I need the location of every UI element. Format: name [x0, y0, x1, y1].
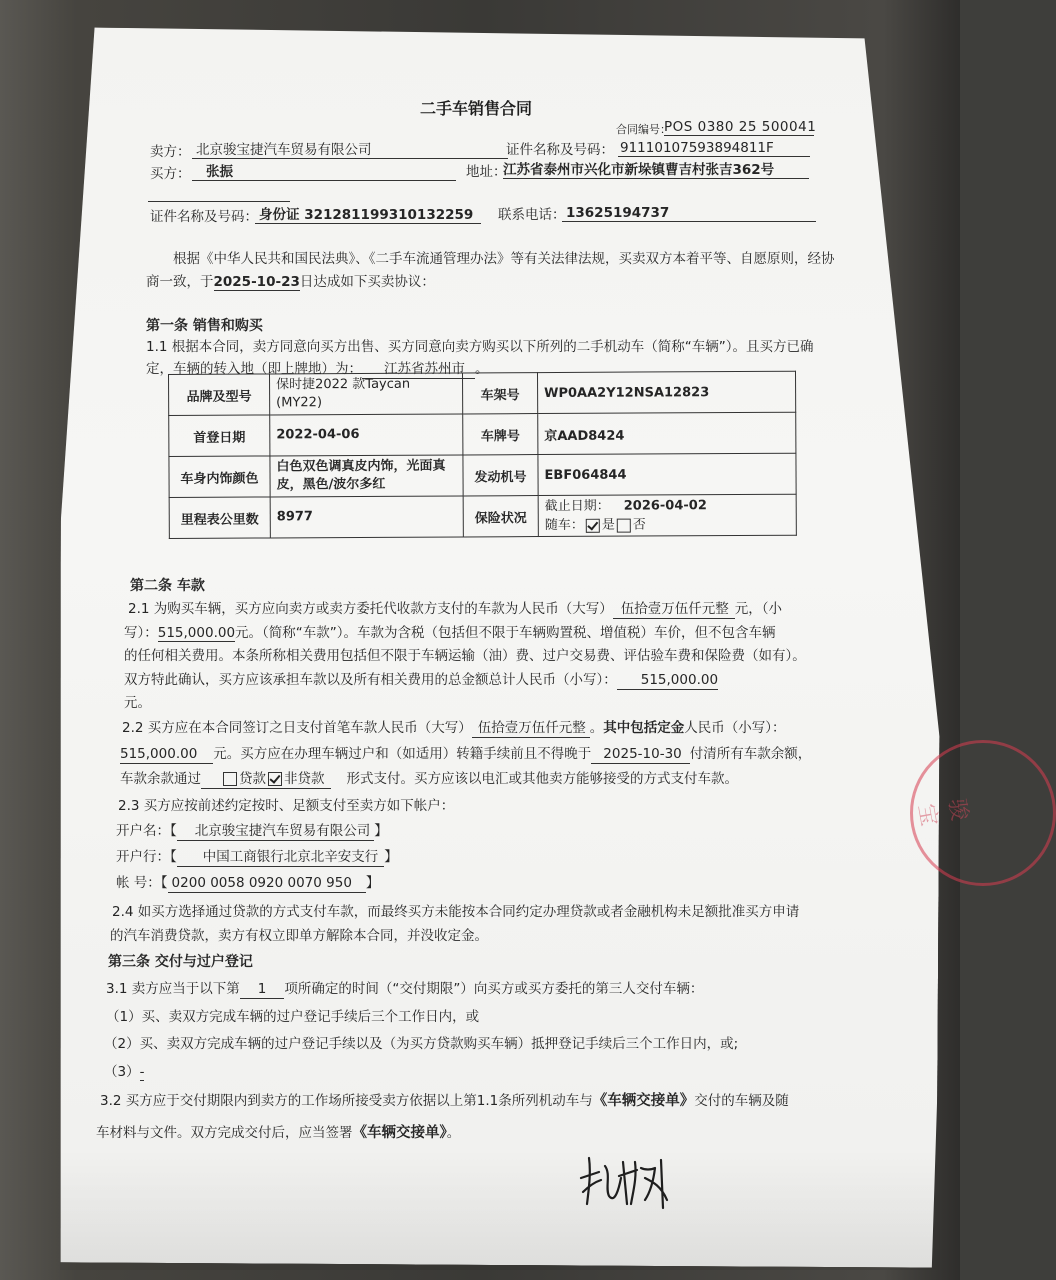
delivery-option-number: 1 [240, 980, 285, 999]
registration-date-label: 首登日期 [169, 415, 270, 457]
color-value: 白色双色调真皮内饰，光面真 皮，黑色/波尔多红 [270, 455, 463, 497]
article-2-3: 2.3 买方应按前述约定按时、足额支付至卖方如下帐户： [118, 798, 455, 814]
buyer-id: 身份证 321281199310132259 [255, 206, 481, 224]
option-3-value: - [139, 1064, 145, 1080]
article-2-2-line-3: 车款余款通过 贷款 非贷款 形式支付。买方应该以电汇或其他卖方能够接受的方式支付车款。 [120, 771, 738, 787]
article-1-1-line-1: 1.1 根据本合同，卖方同意向买方出售、买方同意向卖方购买以下所列的二手机动车（简称“车辆”）。且买方已确 [146, 339, 814, 355]
mileage-label: 里程表公里数 [169, 497, 270, 539]
buyer-phone: 13625194737 [562, 204, 816, 222]
article-2-1-line-2: 写）：515,000.00元。（简称“车款”）。车款为含税（包括但不限于车辆购置税、增值税）车价，但不包含车辆 [124, 625, 776, 641]
article-2-2-line-1: 2.2 买方应在本合同签订之日支付首笔车款人民币（大写） 伍拾壹万伍仟元整 。其中包括定金人民币（小写）： [122, 720, 786, 736]
insurance-deadline: 2026-04-02 [623, 498, 707, 514]
article-2-1-line-1: 2.1 为购买车辆，买方应向卖方或卖方委托代收款方支付的车款为人民币（大写） 伍拾壹万伍仟元整 元，（小 [128, 601, 783, 617]
article-2-1-line-5: 元。 [124, 695, 151, 711]
contract-no-label: 合同编号： [616, 123, 671, 136]
engine-value: EBF064844 [538, 453, 796, 495]
insurance-label: 保险状况 [463, 496, 538, 537]
page-title: 二手车销售合同 [420, 99, 533, 118]
account-name-row: 开户名：【 北京骏宝捷汽车贸易有限公司 】 [116, 823, 388, 839]
payment-method-options: 贷款 非贷款 [201, 770, 331, 789]
account-number-row: 帐 号：【 0200 0058 0920 0070 950 】 [116, 875, 380, 891]
seller-label: 卖方： [150, 144, 191, 160]
article-3-1-option-3: （3）- [104, 1064, 145, 1080]
brand-label: 品牌及型号 [169, 374, 270, 416]
preamble-line-2: 商一致，于2025-10-23日达成如下买卖协议： [146, 274, 435, 290]
price-in-words: 伍拾壹万伍仟元整 [613, 600, 735, 619]
article-1-1-line-2: 定，车辆的转入地（即上牌地）为： 江苏省苏州市 。 [146, 361, 489, 377]
transfer-city: 江苏省苏州市 [362, 360, 475, 379]
phone-label: 联系电话： [498, 207, 566, 223]
account-number: 0200 0058 0920 0070 950 [168, 874, 366, 893]
insurance-no-checkbox[interactable] [617, 518, 631, 532]
mileage-value: 8977 [270, 496, 463, 538]
seller-id-label: 证件名称及号码： [506, 142, 614, 158]
registration-date-value: 2022-04-06 [270, 414, 463, 456]
seller-id: 91110107593894811F [618, 139, 810, 157]
loan-checkbox[interactable] [223, 772, 237, 786]
vin-label: 车架号 [462, 373, 537, 414]
article-2-2-line-2: 515,000.00 元。买方应在办理车辆过户和（如适用）转籍手续前且不得晚于 2025-10-30 付清所有车款余额， [120, 746, 812, 762]
article-2-4-line-1: 2.4 如买方选择通过贷款的方式支付车款，而最终买方未能按本合同约定办理贷款或者金融机构未足额批准买方申请 [112, 904, 800, 920]
insurance-yes-checkbox[interactable] [586, 518, 600, 532]
address-label: 地址： [466, 164, 507, 180]
color-label: 车身内饰颜色 [169, 456, 270, 498]
seller-name: 北京骏宝捷汽车贸易有限公司 [192, 141, 508, 159]
article-3-1-option-2: （2）买、卖双方完成车辆的过户登记手续以及（为买方贷款购买车辆）抵押登记手续后三个工作日内，或; [104, 1036, 739, 1052]
article-3-1: 3.1 卖方应当于以下第 1 项所确定的时间（“交付期限”）向买方或买方委托的第三人交付车辆： [106, 981, 704, 997]
buyer-label: 买方： [150, 166, 191, 182]
article-3-title: 第三条 交付与过户登记 [108, 954, 253, 970]
balance-due-date: 2025-10-30 [591, 745, 689, 764]
preamble-line-1: 根据《中华人民共和国民法典》、《二手车流通管理办法》等有关法律法规，买卖双方本着平等、自愿原则，经协 [173, 251, 835, 267]
price-amount: 515,000.00 [157, 625, 236, 641]
vehicle-info-table [168, 371, 797, 539]
buyer-id-label: 证件名称及号码： [150, 209, 258, 225]
account-bank-row: 开户行：【 中国工商银行北京北辛安支行 】 [116, 849, 398, 865]
first-payment-in-words: 伍拾壹万伍仟元整 [472, 719, 590, 738]
article-2-4-line-2: 的汽车消费贷款，卖方有权立即单方解除本合同，并没收定金。 [110, 928, 488, 944]
article-3-2-line-1: 3.2 买方应于交付期限内到卖方的工作场所接受卖方依据以上第1.1条所列机动车与《车辆交接单》交付的车辆及随 [100, 1093, 789, 1109]
article-1-title: 第一条 销售和购买 [146, 318, 263, 334]
total-amount: 515,000.00 [617, 671, 718, 690]
address-continuation-line [148, 184, 290, 202]
contract-no: POS 0380 25 500041 [664, 119, 817, 135]
article-2-1-line-4: 双方特此确认，买方应该承担车款以及所有相关费用的总金额总计人民币（小写）： 515,000.00 [124, 672, 719, 688]
buyer-address: 江苏省泰州市兴化市新垛镇曹吉村张吉362号 [503, 161, 809, 179]
vin-value: WP0AA2Y12NSA12823 [537, 371, 795, 413]
brand-value: 保时捷2022 款Taycan (MY22) [270, 373, 463, 415]
article-3-2-line-2: 车材料与文件。双方完成交付后，应当签署《车辆交接单》。 [96, 1125, 461, 1141]
agreement-date: 2025-10-23 [213, 274, 300, 290]
article-3-1-option-1: （1）买、卖双方完成车辆的过户登记手续后三个工作日内，或 [106, 1009, 480, 1025]
account-name: 北京骏宝捷汽车贸易有限公司 [177, 822, 375, 841]
plate-value: 京AAD8424 [538, 412, 796, 454]
article-2-1-line-3: 的任何相关费用。本条所称相关费用包括但不限于车辆运输（油）费、过户交易费、评估验车费和保险费（如有）。 [124, 648, 806, 664]
non-loan-checkbox[interactable] [268, 772, 282, 786]
article-2-title: 第二条 车款 [130, 578, 205, 594]
buyer-signature [575, 1148, 685, 1218]
engine-label: 发动机号 [463, 455, 538, 496]
account-bank: 中国工商银行北京北辛安支行 [177, 848, 385, 867]
plate-label: 车牌号 [463, 414, 538, 455]
insurance-value: 截止日期： 2026-04-02 随车： 是 否 [538, 494, 796, 536]
buyer-name: 张振 [192, 163, 456, 181]
first-payment-amount: 515,000.00 [120, 745, 213, 764]
company-seal-text: 骏宝 [912, 796, 972, 829]
